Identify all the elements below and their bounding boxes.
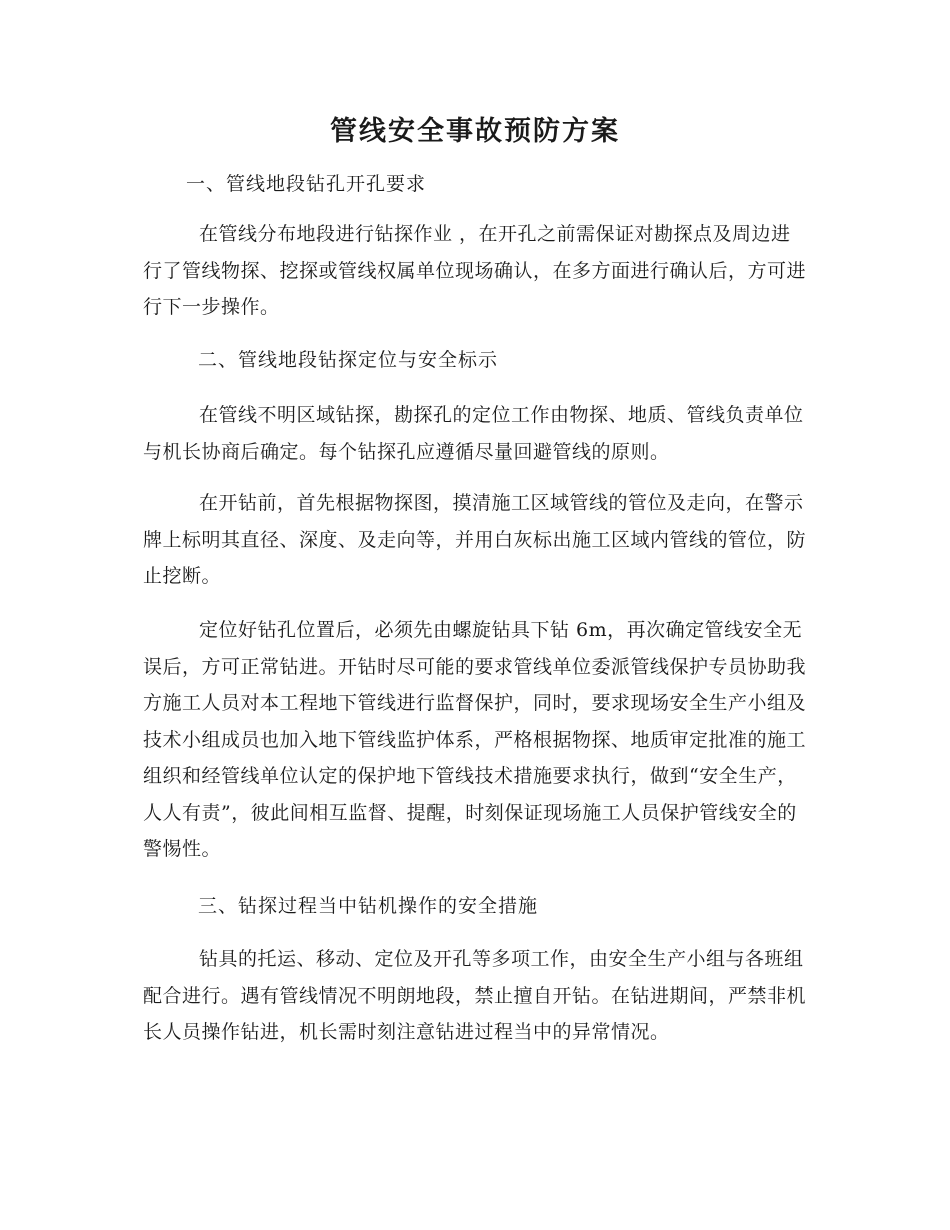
- section-2-paragraph-3: 定位好钻孔位置后，必须先由螺旋钻具下钻 6m，再次确定管线安全无误后，方可正常钻进。开钻时尽可能的要求管线单位委派管线保护专员协助我方施工人员对本工程地下管线进行监督保护，同时，要求现场安全生产小组及技术小组成员也加入地下管线监护体系，严格根据物探、地质审定批准的施工组织和经管线单位认定的保护地下管线技术措施要求执行，做到“安全生产，人人有责”，彼此间相互监督、提醒，时刻保证现场施工人员保护管线安全的警惕性。: [143, 619, 807, 860]
- section-3-paragraph-1: 钻具的托运、移动、定位及开孔等多项工作，由安全生产小组与各班组配合进行。遇有管线情况不明朗地段，禁止擅自开钻。在钻进期间，严禁非机长人员操作钻进，机长需时刻注意钻进过程当中的异常情况。: [143, 948, 807, 1043]
- section-2-paragraph-1: 在管线不明区域钻探，勘探孔的定位工作由物探、地质、管线负责单位与机长协商后确定。每个钻探孔应遵循尽量回避管线的原则。: [143, 404, 804, 463]
- section-heading-3: 三、钻探过程当中钻机操作的安全措施: [198, 895, 539, 917]
- section-heading-2: 二、管线地段钻探定位与安全标示: [198, 349, 499, 371]
- section-heading-1: 一、管线地段钻孔开孔要求: [186, 173, 427, 195]
- section-2-paragraph-2: 在开钻前，首先根据物探图，摸清施工区域管线的管位及走向，在警示牌上标明其直径、深度、及走向等，并用白灰标出施工区域内管线的管位，防止挖断。: [143, 492, 807, 587]
- document-title: 管线安全事故预防方案: [330, 116, 620, 147]
- section-1-paragraph-1: 在管线分布地段进行钻探作业 ，在开孔之前需保证对勘探点及周边进行了管线物探、挖探或管线权属单位现场确认，在多方面进行确认后，方可进行下一步操作。: [143, 223, 807, 318]
